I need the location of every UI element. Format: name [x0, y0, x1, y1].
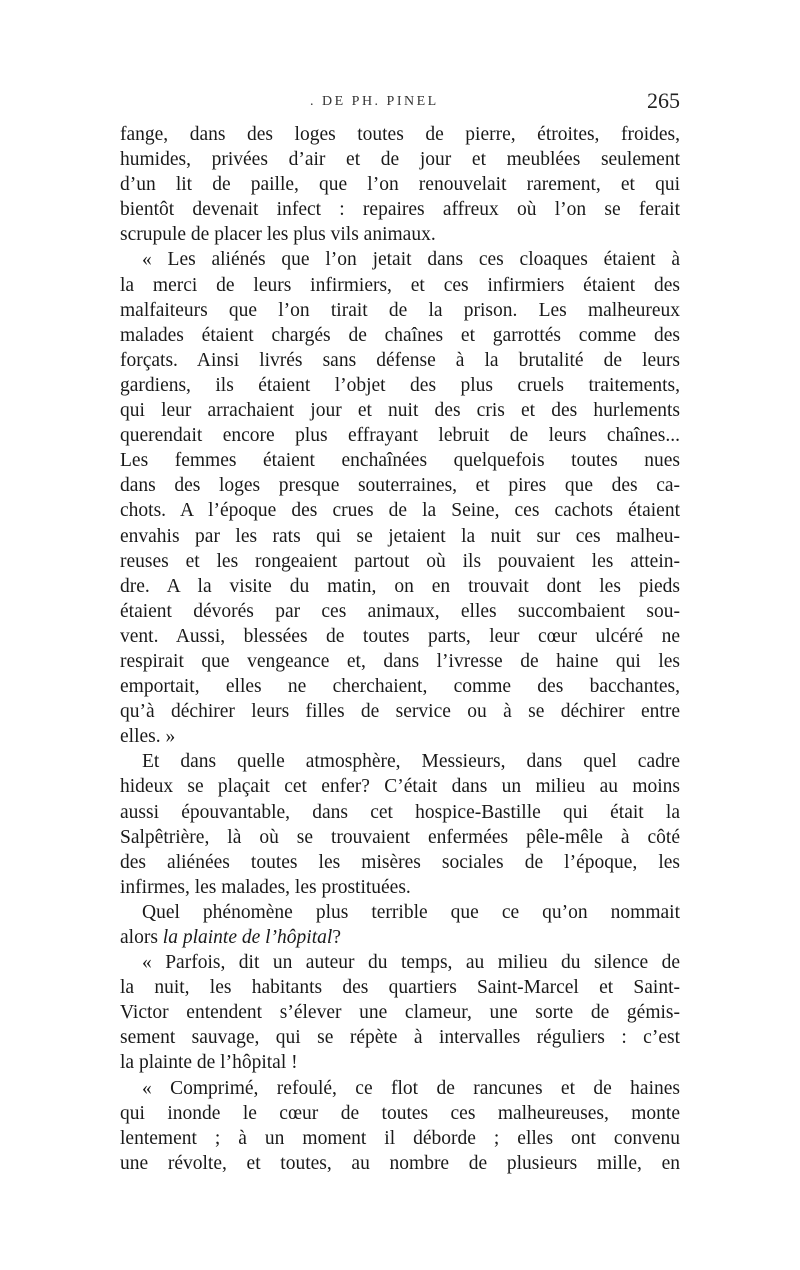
- text-line: sement sauvage, qui se répète à intervalles réguliers : c’est: [120, 1027, 680, 1049]
- text-line: « Les aliénés que l’on jetait dans ces cloaques étaient à: [142, 249, 680, 271]
- text-line: malfaiteurs que l’on tirait de la prison. Les malheureux: [120, 299, 680, 321]
- text-line: gardiens, ils étaient l’objet des plus cruels traitements,: [120, 374, 680, 396]
- text-line: scrupule de placer les plus vils animaux.: [120, 224, 436, 246]
- italic-phrase: la plainte de l’hôpital: [162, 927, 333, 948]
- text-line: Quel phénomène plus terrible que ce qu’on nommait: [142, 901, 680, 923]
- text-line: une révolte, et toutes, au nombre de plusieurs mille, en: [120, 1152, 680, 1174]
- text-line: la plainte de l’hôpital !: [120, 1052, 298, 1074]
- text-line: des aliénées toutes les misères sociales de l’époque, les: [120, 851, 680, 873]
- text-line: aussi épouvantable, dans cet hospice-Bastille qui était la: [120, 801, 680, 823]
- text-line: la merci de leurs infirmiers, et ces infirmiers étaient des: [120, 274, 680, 296]
- text-line: qui inonde le cœur de toutes ces malheureuses, monte: [120, 1102, 680, 1124]
- text-line: Les femmes étaient enchaînées quelquefois toutes nues: [120, 450, 680, 472]
- text-line: Et dans quelle atmosphère, Messieurs, dans quel cadre: [142, 751, 680, 773]
- text-line: « Parfois, dit un auteur du temps, au milieu du silence de: [142, 952, 680, 974]
- text-line: reuses et les rongeaient partout où ils pouvaient les attein-: [120, 550, 680, 572]
- text-line: dre. A la visite du matin, on en trouvait dont les pieds: [120, 575, 680, 597]
- text-line: envahis par les rats qui se jetaient la nuit sur ces malheu-: [120, 525, 680, 547]
- text-line: hideux se plaçait cet enfer? C’était dans un milieu au moins: [120, 776, 680, 798]
- text-line: respirait que vengeance et, dans l’ivresse de haine qui les: [120, 650, 680, 672]
- text-line: d’un lit de paille, que l’on renouvelait rarement, et qui: [120, 174, 680, 196]
- text-line: infirmes, les malades, les prostituées.: [120, 876, 411, 898]
- page-number: 265: [647, 88, 680, 113]
- text-line: Victor entendent s’élever une clameur, une sorte de gémis-: [120, 1002, 680, 1024]
- text-line: bientôt devenait infect : repaires affreux où l’on se ferait: [120, 199, 680, 221]
- text-line: chots. A l’époque des crues de la Seine, ces cachots étaient: [120, 500, 680, 522]
- text-line: forçats. Ainsi livrés sans défense à la brutalité de leurs: [120, 349, 680, 371]
- text-line: vent. Aussi, blessées de toutes parts, leur cœur ulcéré ne: [120, 625, 680, 647]
- text-line: [120, 925, 680, 950]
- text-run: alors: [120, 927, 163, 948]
- text-line: la nuit, les habitants des quartiers Saint-Marcel et Saint-: [120, 977, 680, 999]
- text-line: qui leur arrachaient jour et nuit des cris et des hurlements: [120, 400, 680, 422]
- text-line: « Comprimé, refoulé, ce flot de rancunes et de haines: [142, 1077, 680, 1099]
- text-line: querendait encore plus effrayant lebruit de leurs chaînes...: [120, 425, 680, 447]
- text-line: elles. »: [120, 726, 176, 748]
- running-head: [120, 88, 680, 118]
- body-text: [120, 122, 680, 1176]
- running-title: . DE PH. PINEL: [310, 94, 439, 109]
- text-line: qu’à déchirer leurs filles de service ou à se déchirer entre: [120, 701, 680, 723]
- text-line: étaient dévorés par ces animaux, elles succombaient sou-: [120, 600, 680, 622]
- text-line: fange, dans des loges toutes de pierre, étroites, froides,: [120, 124, 680, 145]
- text-run: ?: [332, 927, 341, 948]
- text-line: lentement ; à un moment il déborde ; elles ont convenu: [120, 1127, 680, 1149]
- text-line: malades étaient chargés de chaînes et garrottés comme des: [120, 324, 680, 346]
- text-line: emportait, elles ne cherchaient, comme des bacchantes,: [120, 676, 680, 698]
- text-line: humides, privées d’air et de jour et meublées seulement: [120, 149, 680, 171]
- text-line: Salpêtrière, là où se trouvaient enfermées pêle-mêle à côté: [120, 826, 680, 848]
- text-line: dans des loges presque souterraines, et pires que des ca-: [120, 475, 680, 497]
